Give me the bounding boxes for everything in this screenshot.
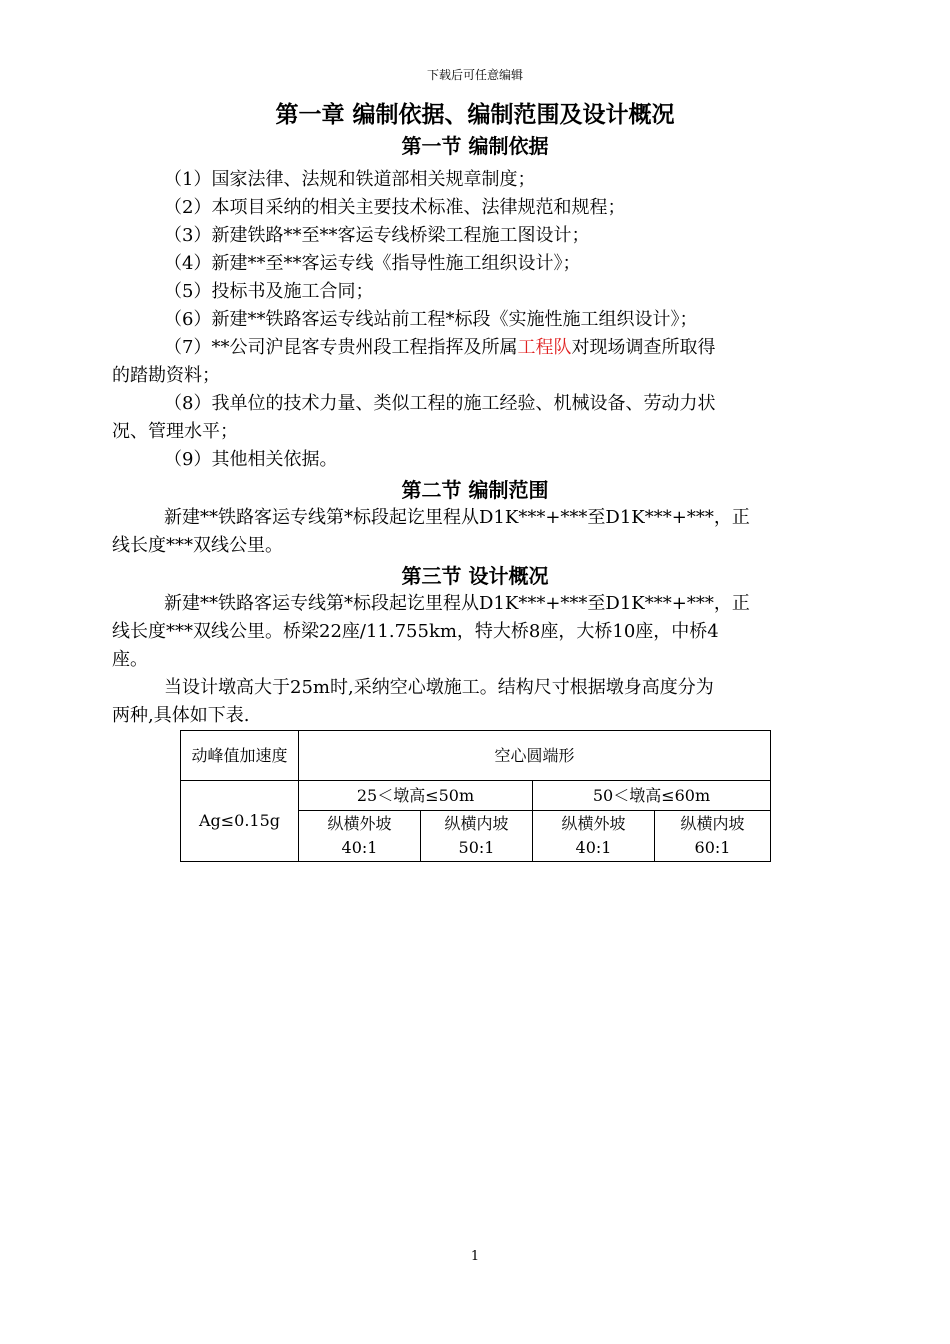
basis-item-7-text-b: 对现场调查所取得: [571, 337, 716, 358]
basis-item-6: （6）新建**铁路客运专线站前工程*标段《实施性施工组织设计》；: [164, 309, 698, 330]
range-2: 50＜墩高≤60m: [533, 781, 771, 811]
range-1: 25＜墩高≤50m: [299, 781, 533, 811]
basis-item-7-line-2: 的踏勘资料；: [112, 365, 220, 386]
slope-label: 纵横外坡: [327, 814, 392, 833]
basis-item-5: （5）投标书及施工合同；: [164, 281, 374, 302]
basis-item-2: （2）本项目采纳的相关主要技术标准、法律规范和规程；: [164, 197, 626, 218]
basis-item-1: （1）国家法律、法规和铁道部相关规章制度；: [164, 169, 536, 190]
slope-label: 纵横内坡: [444, 814, 509, 833]
design-line-2: 线长度***双线公里。桥梁22座/11.755km，特大桥8座，大桥10座，中桥4: [112, 621, 719, 642]
slope-cell: [299, 811, 421, 862]
design-line-4: 当设计墩高大于25m时,采纳空心墩施工。结构尺寸根据墩身高度分为: [164, 677, 714, 698]
slope-cell: [533, 811, 655, 862]
section-1-title: 第一节 编制依据: [401, 134, 549, 158]
header-pier-shape: 空心圆端形: [299, 731, 771, 781]
basis-item-9: （9）其他相关依据。: [164, 449, 338, 470]
basis-item-4: （4）新建**至**客运专线《指导性施工组织设计》；: [164, 253, 581, 274]
slope-value: 50:1: [458, 838, 495, 857]
slope-cell: [421, 811, 533, 862]
page-number: 1: [470, 1249, 480, 1264]
header-acceleration: 动峰值加速度: [181, 731, 299, 781]
section-3-title: 第三节 设计概况: [401, 564, 549, 588]
scope-line-1: 新建**铁路客运专线第*标段起讫里程从D1K***+***至D1K***+***，正: [164, 507, 750, 528]
basis-item-7-text-a: （7）**公司沪昆客专贵州段工程指挥及所属: [164, 337, 518, 358]
page-header: 下载后可任意编辑: [426, 68, 523, 82]
basis-item-3: （3）新建铁路**至**客运专线桥梁工程施工图设计；: [164, 225, 590, 246]
slope-label: 纵横内坡: [680, 814, 745, 833]
slope-value: 60:1: [694, 838, 731, 857]
highlighted-term: 工程队: [517, 337, 572, 358]
design-line-3: 座。: [112, 649, 148, 670]
basis-item-7-line-1: [112, 334, 890, 362]
slope-value: 40:1: [341, 838, 378, 857]
design-line-1: 新建**铁路客运专线第*标段起讫里程从D1K***+***至D1K***+***，正: [164, 593, 750, 614]
basis-item-8-line-2: 况、管理水平；: [112, 421, 238, 442]
chapter-title: 第一章 编制依据、编制范围及设计概况: [275, 102, 675, 128]
row-label-acceleration: Ag≤0.15g: [181, 781, 299, 862]
basis-item-8-line-1: （8）我单位的技术力量、类似工程的施工经验、机械设备、劳动力状: [164, 393, 716, 414]
scope-line-2: 线长度***双线公里。: [112, 535, 283, 556]
slope-cell: [655, 811, 771, 862]
slope-value: 40:1: [575, 838, 612, 857]
design-line-5: 两种,具体如下表.: [112, 705, 250, 726]
slope-label: 纵横外坡: [561, 814, 626, 833]
pier-spec-table: [180, 730, 771, 862]
section-2-title: 第二节 编制范围: [401, 478, 549, 502]
